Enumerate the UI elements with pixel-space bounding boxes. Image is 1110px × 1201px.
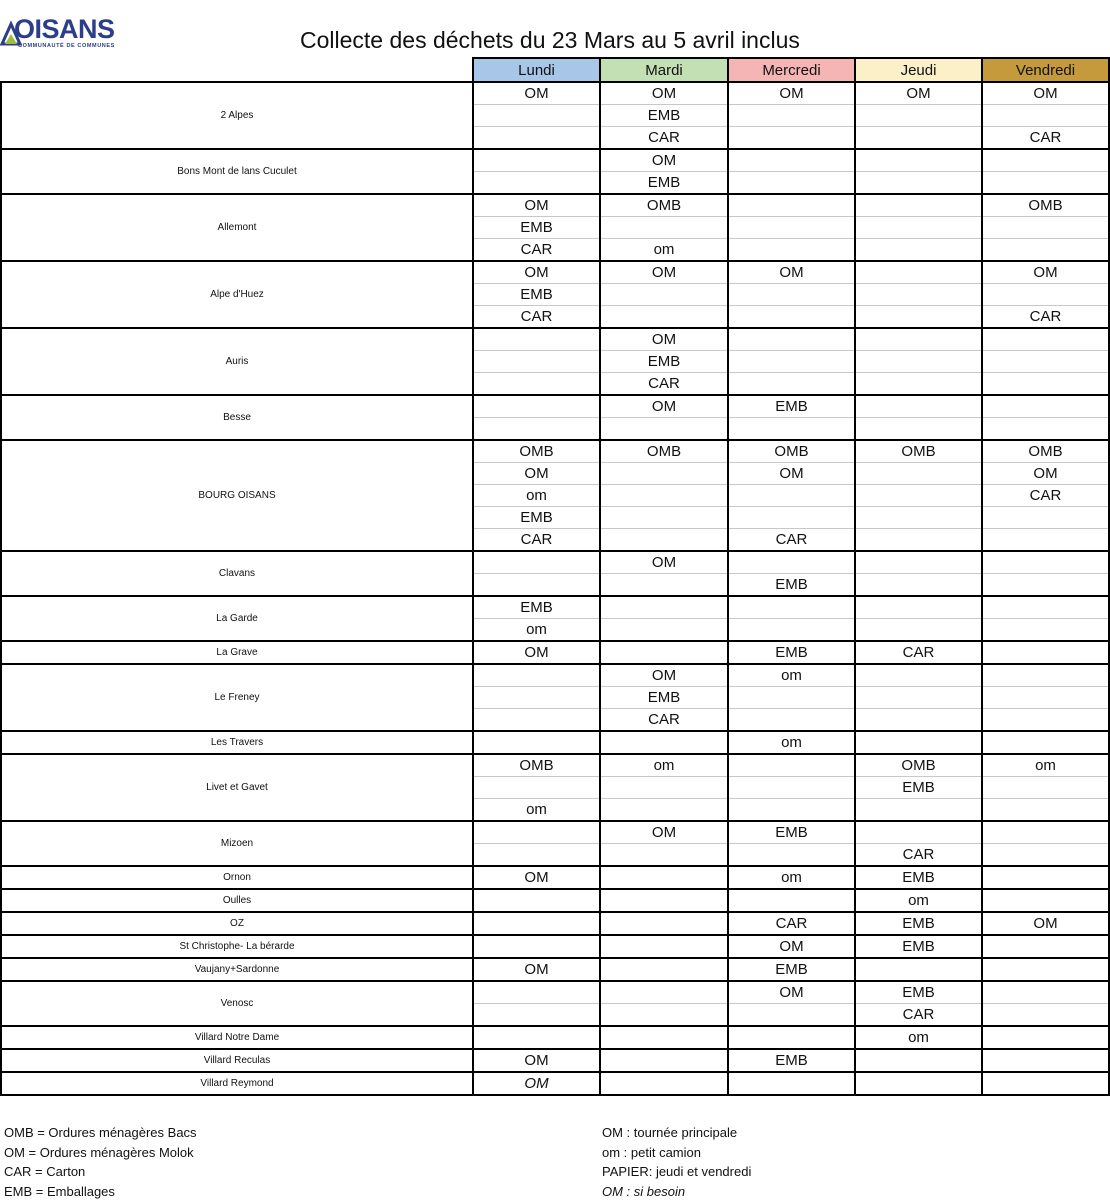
cell-mercredi: OMB [728, 440, 855, 463]
legend-note: OM : si besoin [602, 1182, 751, 1201]
cell-mardi: OMB [600, 440, 728, 463]
cell-vendredi [982, 351, 1109, 373]
header-jeudi: Jeudi [855, 58, 982, 82]
commune-name: La Garde [1, 596, 473, 641]
legend-item: EMB = Emballages [4, 1182, 197, 1201]
cell-jeudi [855, 1049, 982, 1072]
schedule-row [1, 889, 1109, 912]
cell-mercredi [728, 619, 855, 642]
oisans-logo [0, 8, 140, 52]
page-title: Collecte des déchets du 23 Mars au 5 avril inclus [300, 26, 800, 54]
cell-mardi [600, 1072, 728, 1095]
cell-mercredi [728, 596, 855, 619]
cell-lundi [473, 1026, 600, 1049]
logo-tagline: COMMUNAUTÉ DE COMMUNES [18, 43, 115, 49]
cell-vendredi [982, 284, 1109, 306]
cell-lundi [473, 149, 600, 172]
cell-jeudi [855, 261, 982, 284]
commune-name: Besse [1, 395, 473, 440]
cell-vendredi [982, 507, 1109, 529]
cell-mardi: CAR [600, 373, 728, 396]
cell-jeudi [855, 194, 982, 217]
cell-mercredi [728, 194, 855, 217]
cell-vendredi [982, 777, 1109, 799]
cell-jeudi [855, 149, 982, 172]
header-lundi: Lundi [473, 58, 600, 82]
schedule-row [1, 935, 1109, 958]
cell-mardi: OM [600, 821, 728, 844]
cell-mardi: OM [600, 551, 728, 574]
cell-mercredi [728, 351, 855, 373]
cell-jeudi [855, 619, 982, 642]
cell-jeudi: om [855, 889, 982, 912]
cell-vendredi: CAR [982, 127, 1109, 150]
cell-mercredi [728, 1072, 855, 1095]
cell-lundi: OM [473, 1072, 600, 1095]
cell-vendredi [982, 328, 1109, 351]
schedule-row [1, 551, 1109, 574]
cell-vendredi [982, 709, 1109, 732]
cell-lundi [473, 821, 600, 844]
schedule-row [1, 664, 1109, 687]
cell-jeudi: CAR [855, 844, 982, 867]
cell-lundi [473, 1004, 600, 1027]
cell-jeudi: EMB [855, 912, 982, 935]
cell-vendredi [982, 105, 1109, 127]
cell-jeudi [855, 687, 982, 709]
cell-lundi: EMB [473, 284, 600, 306]
cell-vendredi [982, 641, 1109, 664]
cell-vendredi: OM [982, 912, 1109, 935]
cell-mercredi [728, 709, 855, 732]
cell-lundi [473, 373, 600, 396]
commune-name: Vaujany+Sardonne [1, 958, 473, 981]
cell-jeudi: EMB [855, 935, 982, 958]
cell-lundi [473, 889, 600, 912]
cell-jeudi [855, 105, 982, 127]
legend-item: CAR = Carton [4, 1162, 197, 1182]
cell-jeudi [855, 463, 982, 485]
cell-mardi [600, 1026, 728, 1049]
legend-note: om : petit camion [602, 1143, 751, 1163]
cell-mardi [600, 529, 728, 552]
commune-name: Villard Notre Dame [1, 1026, 473, 1049]
cell-mercredi: EMB [728, 574, 855, 597]
cell-lundi [473, 777, 600, 799]
cell-lundi: EMB [473, 596, 600, 619]
cell-vendredi [982, 395, 1109, 418]
cell-lundi: om [473, 619, 600, 642]
cell-mercredi [728, 844, 855, 867]
cell-lundi [473, 418, 600, 441]
cell-jeudi [855, 596, 982, 619]
cell-mercredi: om [728, 731, 855, 754]
cell-vendredi [982, 172, 1109, 195]
cell-jeudi: OMB [855, 440, 982, 463]
cell-vendredi [982, 687, 1109, 709]
cell-mercredi: EMB [728, 1049, 855, 1072]
cell-lundi [473, 395, 600, 418]
schedule-row [1, 440, 1109, 463]
cell-mardi: EMB [600, 105, 728, 127]
cell-jeudi [855, 821, 982, 844]
cell-mardi [600, 574, 728, 597]
cell-mercredi: OM [728, 935, 855, 958]
cell-mercredi [728, 551, 855, 574]
commune-name: Venosc [1, 981, 473, 1026]
cell-mardi [600, 935, 728, 958]
cell-vendredi: OMB [982, 440, 1109, 463]
cell-vendredi: OM [982, 82, 1109, 105]
cell-vendredi: OMB [982, 194, 1109, 217]
cell-mercredi [728, 217, 855, 239]
cell-mercredi [728, 754, 855, 777]
header-corner [1, 58, 473, 82]
cell-jeudi [855, 373, 982, 396]
cell-jeudi [855, 217, 982, 239]
cell-vendredi [982, 844, 1109, 867]
cell-vendredi [982, 981, 1109, 1004]
cell-vendredi [982, 574, 1109, 597]
header-vendredi: Vendredi [982, 58, 1109, 82]
cell-mardi: EMB [600, 172, 728, 195]
legend-codes [4, 1123, 197, 1201]
cell-jeudi: OMB [855, 754, 982, 777]
cell-lundi: OM [473, 958, 600, 981]
schedule-row [1, 981, 1109, 1004]
cell-mercredi: CAR [728, 529, 855, 552]
cell-mercredi: EMB [728, 958, 855, 981]
cell-mardi [600, 844, 728, 867]
commune-name: Clavans [1, 551, 473, 596]
cell-jeudi [855, 507, 982, 529]
cell-mardi [600, 485, 728, 507]
cell-mardi [600, 418, 728, 441]
cell-jeudi [855, 709, 982, 732]
cell-mercredi [728, 507, 855, 529]
cell-vendredi [982, 619, 1109, 642]
commune-name: Alpe d'Huez [1, 261, 473, 328]
schedule-row [1, 1026, 1109, 1049]
cell-mercredi [728, 127, 855, 150]
cell-lundi: OM [473, 1049, 600, 1072]
cell-vendredi: CAR [982, 306, 1109, 329]
cell-lundi: EMB [473, 507, 600, 529]
cell-mardi [600, 507, 728, 529]
cell-mercredi [728, 485, 855, 507]
cell-vendredi [982, 799, 1109, 822]
cell-mardi: OM [600, 261, 728, 284]
cell-vendredi [982, 1072, 1109, 1095]
cell-mercredi [728, 105, 855, 127]
schedule-row [1, 261, 1109, 284]
cell-jeudi [855, 574, 982, 597]
cell-vendredi [982, 373, 1109, 396]
cell-vendredi [982, 596, 1109, 619]
commune-name: Villard Reculas [1, 1049, 473, 1072]
schedule-row [1, 866, 1109, 889]
schedule-row [1, 328, 1109, 351]
cell-vendredi: om [982, 754, 1109, 777]
cell-jeudi: EMB [855, 777, 982, 799]
schedule-row [1, 754, 1109, 777]
cell-lundi [473, 351, 600, 373]
cell-mercredi [728, 777, 855, 799]
cell-lundi [473, 551, 600, 574]
commune-name: La Grave [1, 641, 473, 664]
cell-mercredi [728, 1026, 855, 1049]
commune-name: 2 Alpes [1, 82, 473, 149]
cell-lundi: OMB [473, 440, 600, 463]
cell-lundi: CAR [473, 529, 600, 552]
cell-jeudi [855, 958, 982, 981]
commune-name: Allemont [1, 194, 473, 261]
cell-jeudi [855, 239, 982, 262]
legend-notes [602, 1123, 751, 1201]
cell-lundi [473, 127, 600, 150]
cell-mercredi [728, 306, 855, 329]
cell-vendredi: CAR [982, 485, 1109, 507]
cell-vendredi [982, 239, 1109, 262]
cell-vendredi: OM [982, 261, 1109, 284]
schedule-row [1, 641, 1109, 664]
cell-mercredi [728, 284, 855, 306]
commune-name: Bons Mont de lans Cuculet [1, 149, 473, 194]
cell-mardi [600, 866, 728, 889]
cell-jeudi: CAR [855, 641, 982, 664]
cell-lundi [473, 844, 600, 867]
legend-item: OMB = Ordures ménagères Bacs [4, 1123, 197, 1143]
cell-vendredi [982, 664, 1109, 687]
schedule-row [1, 1072, 1109, 1095]
cell-mercredi: OM [728, 82, 855, 105]
cell-mardi [600, 777, 728, 799]
schedule-row [1, 1049, 1109, 1072]
cell-mardi [600, 596, 728, 619]
commune-name: OZ [1, 912, 473, 935]
cell-vendredi [982, 821, 1109, 844]
schedule-row [1, 149, 1109, 172]
cell-mardi: OM [600, 149, 728, 172]
cell-mercredi [728, 1004, 855, 1027]
cell-lundi: CAR [473, 306, 600, 329]
commune-name: BOURG OISANS [1, 440, 473, 551]
cell-mardi: CAR [600, 709, 728, 732]
logo-wordmark: OISANS [14, 14, 115, 44]
schedule-row [1, 596, 1109, 619]
cell-mardi: OM [600, 328, 728, 351]
cell-mercredi: om [728, 866, 855, 889]
commune-name: Oulles [1, 889, 473, 912]
schedule-row [1, 395, 1109, 418]
header-row [1, 58, 1109, 82]
cell-mardi [600, 958, 728, 981]
cell-mercredi: OM [728, 261, 855, 284]
cell-mercredi [728, 328, 855, 351]
cell-jeudi [855, 551, 982, 574]
cell-vendredi [982, 149, 1109, 172]
cell-lundi: OM [473, 866, 600, 889]
cell-mardi [600, 641, 728, 664]
cell-jeudi [855, 306, 982, 329]
schedule-row [1, 912, 1109, 935]
commune-name: Le Freney [1, 664, 473, 731]
cell-mercredi: EMB [728, 821, 855, 844]
cell-lundi: om [473, 485, 600, 507]
commune-name: St Christophe- La bérarde [1, 935, 473, 958]
header-mardi: Mardi [600, 58, 728, 82]
cell-jeudi: om [855, 1026, 982, 1049]
cell-mercredi [728, 799, 855, 822]
cell-mardi: OM [600, 82, 728, 105]
cell-mercredi [728, 149, 855, 172]
cell-jeudi [855, 351, 982, 373]
cell-jeudi [855, 328, 982, 351]
legend-item: OM = Ordures ménagères Molok [4, 1143, 197, 1163]
cell-mardi [600, 799, 728, 822]
cell-mercredi [728, 418, 855, 441]
cell-vendredi [982, 551, 1109, 574]
cell-vendredi [982, 958, 1109, 981]
cell-mardi: CAR [600, 127, 728, 150]
cell-jeudi [855, 418, 982, 441]
commune-name: Auris [1, 328, 473, 395]
cell-mardi [600, 619, 728, 642]
cell-mercredi: CAR [728, 912, 855, 935]
cell-mardi [600, 217, 728, 239]
header-mercredi: Mercredi [728, 58, 855, 82]
schedule-row [1, 821, 1109, 844]
cell-mercredi [728, 687, 855, 709]
cell-mercredi [728, 373, 855, 396]
cell-mardi [600, 981, 728, 1004]
cell-mardi [600, 306, 728, 329]
cell-lundi: OMB [473, 754, 600, 777]
cell-vendredi [982, 731, 1109, 754]
collection-schedule-table [0, 57, 1110, 1096]
cell-vendredi: OM [982, 463, 1109, 485]
cell-mardi: OM [600, 395, 728, 418]
cell-lundi: OM [473, 194, 600, 217]
cell-lundi [473, 731, 600, 754]
cell-jeudi: OM [855, 82, 982, 105]
cell-lundi [473, 935, 600, 958]
cell-lundi [473, 105, 600, 127]
cell-mercredi: om [728, 664, 855, 687]
cell-vendredi [982, 1026, 1109, 1049]
cell-lundi: OM [473, 261, 600, 284]
cell-vendredi [982, 1004, 1109, 1027]
cell-mardi: OM [600, 664, 728, 687]
schedule-row [1, 194, 1109, 217]
cell-lundi: CAR [473, 239, 600, 262]
cell-jeudi [855, 731, 982, 754]
cell-lundi: OM [473, 463, 600, 485]
cell-vendredi [982, 935, 1109, 958]
cell-vendredi [982, 217, 1109, 239]
cell-jeudi [855, 485, 982, 507]
cell-jeudi: EMB [855, 866, 982, 889]
cell-lundi [473, 574, 600, 597]
cell-mercredi [728, 172, 855, 195]
legend-note: OM : tournée principale [602, 1123, 751, 1143]
commune-name: Livet et Gavet [1, 754, 473, 821]
cell-lundi [473, 172, 600, 195]
cell-mercredi [728, 239, 855, 262]
cell-lundi: om [473, 799, 600, 822]
cell-jeudi [855, 284, 982, 306]
cell-jeudi: CAR [855, 1004, 982, 1027]
cell-mercredi: EMB [728, 395, 855, 418]
cell-mercredi: EMB [728, 641, 855, 664]
commune-name: Mizoen [1, 821, 473, 866]
cell-mardi [600, 889, 728, 912]
cell-lundi [473, 687, 600, 709]
cell-mardi: EMB [600, 687, 728, 709]
cell-mardi [600, 731, 728, 754]
cell-lundi [473, 328, 600, 351]
cell-mercredi: OM [728, 981, 855, 1004]
cell-mardi: om [600, 239, 728, 262]
cell-lundi: OM [473, 641, 600, 664]
commune-name: Villard Reymond [1, 1072, 473, 1095]
schedule-row [1, 958, 1109, 981]
cell-mardi [600, 284, 728, 306]
cell-mercredi [728, 889, 855, 912]
cell-vendredi [982, 529, 1109, 552]
cell-jeudi [855, 172, 982, 195]
cell-jeudi [855, 127, 982, 150]
cell-mardi [600, 912, 728, 935]
cell-mardi: om [600, 754, 728, 777]
cell-vendredi [982, 1049, 1109, 1072]
cell-jeudi [855, 529, 982, 552]
cell-lundi: OM [473, 82, 600, 105]
cell-lundi [473, 664, 600, 687]
schedule-row [1, 731, 1109, 754]
cell-jeudi: EMB [855, 981, 982, 1004]
cell-mardi: EMB [600, 351, 728, 373]
cell-mardi [600, 1049, 728, 1072]
legend-note: PAPIER: jeudi et vendredi [602, 1162, 751, 1182]
cell-mardi: OMB [600, 194, 728, 217]
cell-vendredi [982, 889, 1109, 912]
cell-jeudi [855, 799, 982, 822]
schedule-body [1, 82, 1109, 1095]
cell-jeudi [855, 395, 982, 418]
cell-lundi: EMB [473, 217, 600, 239]
cell-vendredi [982, 418, 1109, 441]
cell-jeudi [855, 1072, 982, 1095]
cell-mardi [600, 463, 728, 485]
cell-jeudi [855, 664, 982, 687]
cell-lundi [473, 709, 600, 732]
cell-vendredi [982, 866, 1109, 889]
schedule-row [1, 82, 1109, 105]
cell-lundi [473, 912, 600, 935]
cell-mardi [600, 1004, 728, 1027]
cell-lundi [473, 981, 600, 1004]
commune-name: Les Travers [1, 731, 473, 754]
commune-name: Ornon [1, 866, 473, 889]
cell-mercredi: OM [728, 463, 855, 485]
